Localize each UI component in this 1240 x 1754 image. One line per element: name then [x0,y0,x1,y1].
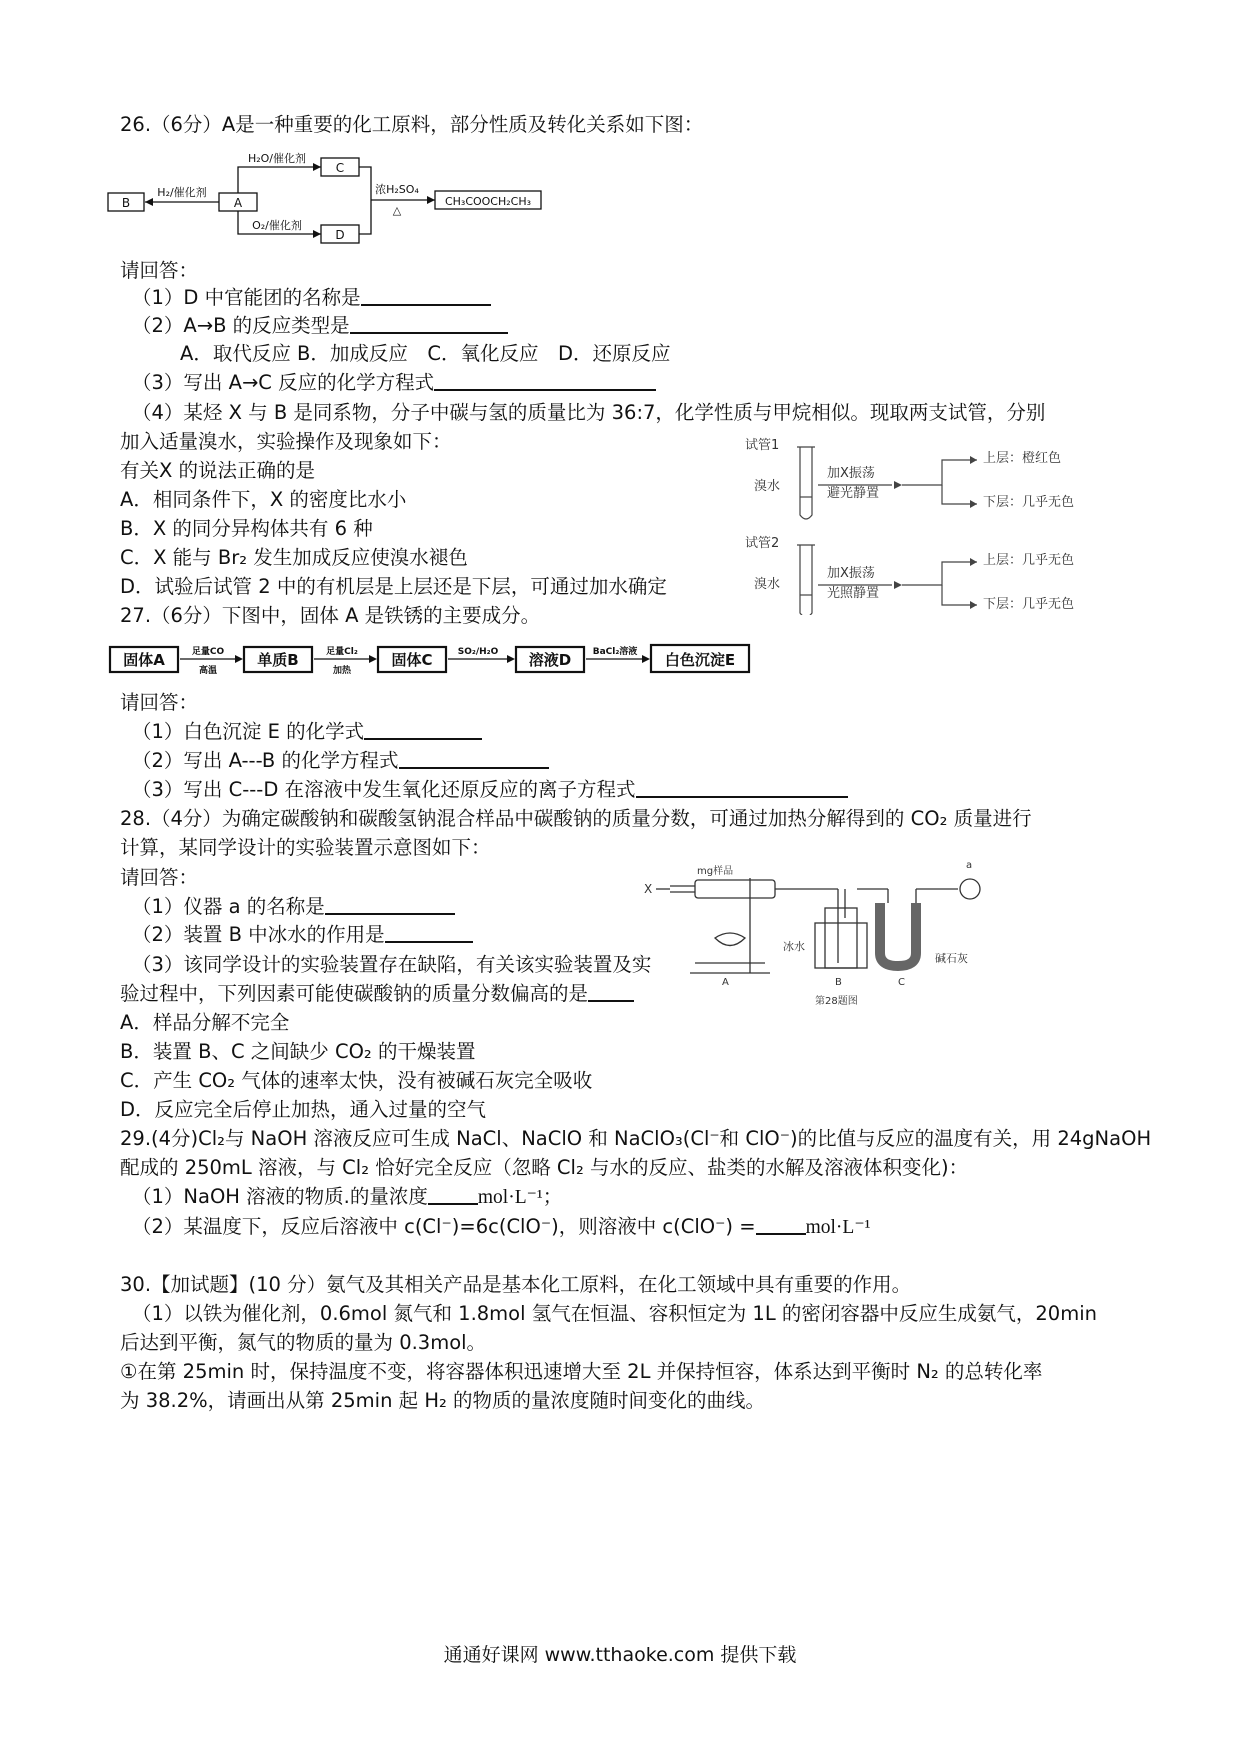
q27-sub2: （2）写出 A---B 的化学方程式 [132,749,549,773]
box-a-label: A [233,196,243,210]
tube2-op-a: 加X振荡 [827,566,875,581]
q26-sub2-options: A．取代反应 B．加成反应 C．氧化反应 D．还原反应 [180,342,671,365]
answer-blank[interactable] [588,982,634,1002]
tube1-op-b: 避光静置 [827,486,880,501]
alcohol-lamp [715,933,745,946]
q28-option-c: C．产生 CO₂ 气体的速率太快，没有被碱石灰完全吸收 [120,1069,593,1092]
q28-apparatus-figure [640,858,1020,1023]
q28-sub3-line2: 验过程中，下列因素可能使碳酸钠的质量分数偏高的是 [120,982,634,1006]
box-c-label: C [335,161,345,175]
q26-sub4-line2: 加入适量溴水，实验操作及现象如下： [120,430,452,453]
apparatus-caption: 第28题图 [815,996,858,1007]
answer-blank[interactable] [361,286,491,306]
flow-arrow3-top: SO₂/H₂O [457,647,499,657]
arrow-ester-top: 浓H₂SO₄ [375,183,419,196]
apparatus-sample-label: mg样品 [697,866,734,877]
q26-sub4-line3: 有关X 的说法正确的是 [120,459,316,482]
q26-sub3: （3）写出 A→C 反应的化学方程式 [132,371,656,395]
q26-sub1: （1）D 中官能团的名称是 [132,286,491,310]
q28-sub1: （1）仪器 a 的名称是 [132,895,455,919]
tube2-bromine-label: 溴水 [754,577,781,592]
box-d-label: D [335,228,345,242]
q29-sub2: （2）某温度下，反应后溶液中 c(Cl⁻)=6c(ClO⁻)，则溶液中 c(ClO⁻) = mol·L⁻¹ [132,1215,871,1238]
tube2-op-b: 光照静置 [827,586,880,601]
apparatus-ice-label: 冰水 [783,940,805,953]
q26-test-tube-figure [742,435,1122,615]
q27-prompt: 请回答： [120,691,199,714]
apparatus-soda-lime-label: 碱石灰 [935,952,968,965]
tube2-lower: 下层：几乎无色 [983,597,1075,612]
flow-arrow4-top: BaCl₂溶液 [592,647,638,657]
test-tube-1-icon [800,447,812,519]
arrow-ad-label: O₂/催化剂 [252,219,302,232]
q30-line2: （1）以铁为催化剂，0.6mol 氮气和 1.8mol 氢气在恒温、容积恒定为 1L 的密闭容器中反应生成氨气，20min [132,1302,1097,1325]
q27-title: 27.（6分）下图中，固体 A 是铁锈的主要成分。 [120,604,541,627]
tube1-upper: 上层：橙红色 [983,451,1062,466]
answer-blank[interactable] [364,720,482,740]
arrow-ab-label: H₂/催化剂 [157,186,207,199]
q26-sub4-line1: （4）某烃 X 与 B 是同系物，分子中碳与氢的质量比为 36:7，化学性质与甲烷相似。现取两支试管，分别 [132,401,1046,424]
flow-arrow1-top: 足量CO [191,647,225,657]
q28-option-b: B．装置 B、C 之间缺少 CO₂ 的干燥装置 [120,1040,476,1063]
footer-source: 通通好课网 www.tthaoke.com 提供下载 [443,1644,797,1666]
tube2-label: 试管2 [745,536,780,551]
answer-blank[interactable] [399,749,549,769]
flow-b4: 溶液D [528,651,572,669]
q26-conversion-diagram [105,148,550,248]
apparatus-a-label: a [966,860,973,871]
q26-option-c: C．X 能与 Br₂ 发生加成反应使溴水褪色 [120,546,468,569]
q30-line4: ①在第 25min 时，保持温度不变，将容器体积迅速增大至 2L 并保持恒容，体系达到平衡时 N₂ 的总转化率 [120,1360,1043,1383]
q26-title: 26.（6分）A是一种重要的化工原料，部分性质及转化关系如下图： [120,113,704,136]
q28-line2: 计算，某同学设计的实验装置示意图如下： [120,836,491,859]
flow-arrow1-bottom: 高温 [198,666,218,676]
apparatus-lab-a: A [722,977,729,988]
apparatus-x-label: X [644,882,653,896]
tube2-upper: 上层：几乎无色 [983,553,1075,568]
answer-blank[interactable] [385,923,473,943]
answer-blank[interactable] [636,778,848,798]
q30-line5: 为 38.2%，请画出从第 25min 起 H₂ 的物质的量浓度随时间变化的曲线。 [120,1389,766,1412]
tube1-bromine-label: 溴水 [754,479,781,494]
tube1-label: 试管1 [745,438,780,453]
beaker-ice [815,923,867,968]
flow-b1: 固体A [123,651,165,669]
drying-bulb-a [960,879,980,899]
q28-option-d: D．反应完全后停止加热，通入过量的空气 [120,1098,487,1121]
answer-blank[interactable] [756,1215,806,1235]
flow-b2: 单质B [257,651,299,669]
tube1-op-a: 加X振荡 [827,466,875,481]
q28-sub2: （2）装置 B 中冰水的作用是 [132,923,473,947]
answer-blank[interactable] [428,1185,478,1205]
apparatus-lab-b: B [835,977,842,988]
q26-prompt: 请回答： [120,259,199,282]
apparatus-lab-c: C [898,977,905,988]
test-tube-2-icon [800,545,812,615]
q27-flow-diagram [108,640,753,680]
u-tube-c [880,903,916,966]
flow-arrow2-top: 足量Cl₂ [326,647,358,657]
q29-sub1: （1）NaOH 溶液的物质.的量浓度 mol·L⁻¹； [132,1185,563,1208]
q28-line1: 28.（4分）为确定碳酸钠和碳酸氢钠混合样品中碳酸钠的质量分数，可通过加热分解得到的 CO₂ 质量进行 [120,807,1032,830]
q27-sub1: （1）白色沉淀 E 的化学式 [132,720,482,744]
box-b-label: B [121,196,131,210]
tube1-lower: 下层：几乎无色 [983,495,1075,510]
q26-sub2: （2）A→B 的反应类型是 [132,314,508,338]
arrow-ester-bottom: △ [392,204,402,217]
q28-prompt: 请回答： [120,866,199,889]
flow-arrow2-bottom: 加热 [332,666,352,676]
q28-option-a: A．样品分解不完全 [120,1011,290,1034]
answer-blank[interactable] [325,895,455,915]
q26-option-b: B．X 的同分异构体共有 6 种 [120,517,373,540]
answer-blank[interactable] [434,371,656,391]
q27-sub3: （3）写出 C---D 在溶液中发生氧化还原反应的离子方程式 [132,778,848,802]
q26-option-a: A．相同条件下，X 的密度比水小 [120,488,407,511]
tube-b [825,908,857,968]
horizontal-tube [695,880,775,898]
arrow-ac-label: H₂O/催化剂 [247,152,307,165]
answer-blank[interactable] [350,314,508,334]
q29-line1: 29.(4分)Cl₂与 NaOH 溶液反应可生成 NaCl、NaClO 和 NaClO₃(Cl⁻和 ClO⁻)的比值与反应的温度有关，用 24gNaOH [120,1127,1152,1150]
q30-line1: 30.【加试题】(10 分）氨气及其相关产品是基本化工原料，在化工领域中具有重要的作用。 [120,1273,912,1296]
flow-b3: 固体C [391,651,433,669]
flow-b5: 白色沉淀E [664,651,736,669]
q26-option-d: D．试验后试管 2 中的有机层是上层还是下层，可通过加水确定 [120,575,667,598]
q29-line2: 配成的 250mL 溶液，与 Cl₂ 恰好完全反应（忽略 Cl₂ 与水的反应、盐类的水解及溶液体积变化)： [120,1156,969,1179]
q28-sub3-line1: （3）该同学设计的实验装置存在缺陷，有关该实验装置及实 [132,953,652,976]
q30-line3: 后达到平衡，氮气的物质的量为 0.3mol。 [120,1331,487,1354]
product-label: CH₃COOCH₂CH₃ [444,195,532,208]
